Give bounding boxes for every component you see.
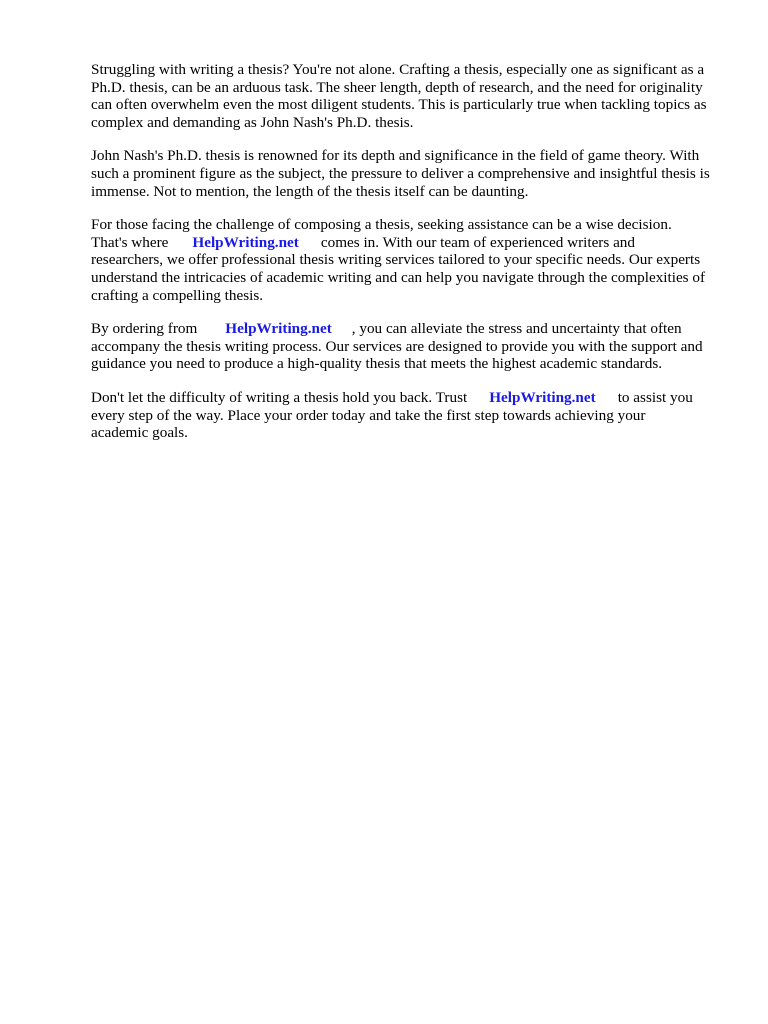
paragraph-closing: [91, 389, 731, 442]
text-line: researchers, we offer professional thesis writing services tailored to your specific needs. Our experts: [91, 251, 701, 269]
text-segment: comes in. With our team of experienced writers and: [320, 233, 635, 251]
text-line: complex and demanding as John Nash's Ph.D. thesis.: [91, 113, 414, 131]
text-segment: to assist you: [617, 388, 693, 406]
text-line-with-link: [91, 234, 731, 252]
text-segment: Don't let the difficulty of writing a thesis hold you back. Trust: [91, 388, 468, 406]
text-line: understand the intricacies of academic writing and can help you navigate through the complexities of: [91, 268, 706, 286]
text-segment: By ordering from: [91, 320, 198, 338]
text-line-with-link: [91, 320, 731, 338]
text-line: such a prominent figure as the subject, the pressure to deliver a comprehensive and insightful thesis is: [91, 164, 710, 182]
text-line: accompany the thesis writing process. Our services are designed to provide you with the support and: [91, 337, 703, 355]
text-line: guidance you need to produce a high-quality thesis that meets the highest academic standards.: [91, 355, 663, 373]
text-line: academic goals.: [91, 424, 188, 442]
paragraph-intro: [91, 61, 731, 131]
text-line-with-link: [91, 389, 731, 407]
text-line: immense. Not to mention, the length of the thesis itself can be daunting.: [91, 182, 529, 200]
helpwriting-link[interactable]: HelpWriting.net: [489, 388, 596, 406]
paragraph-ordering: [91, 320, 731, 373]
text-line: Struggling with writing a thesis? You're not alone. Crafting a thesis, especially one as significant as a: [91, 61, 705, 78]
text-segment: That's where: [91, 233, 169, 251]
text-segment: , you can alleviate the stress and uncertainty that often: [351, 320, 682, 338]
paragraph-nash-thesis: [91, 147, 731, 200]
document-page: [91, 61, 731, 458]
text-line: can often overwhelm even the most diligent students. This is particularly true when tackling topics as: [91, 96, 707, 114]
text-line: Ph.D. thesis, can be an arduous task. The sheer length, depth of research, and the need for originality: [91, 78, 703, 96]
text-line: John Nash's Ph.D. thesis is renowned for its depth and significance in the field of game theory. With: [91, 147, 700, 165]
text-line: every step of the way. Place your order today and take the first step towards achieving your: [91, 406, 646, 424]
helpwriting-link[interactable]: HelpWriting.net: [225, 320, 332, 338]
paragraph-assistance: [91, 216, 731, 304]
text-line: crafting a compelling thesis.: [91, 286, 264, 304]
text-line: For those facing the challenge of composing a thesis, seeking assistance can be a wise decision.: [91, 216, 672, 234]
helpwriting-link[interactable]: HelpWriting.net: [192, 233, 299, 251]
